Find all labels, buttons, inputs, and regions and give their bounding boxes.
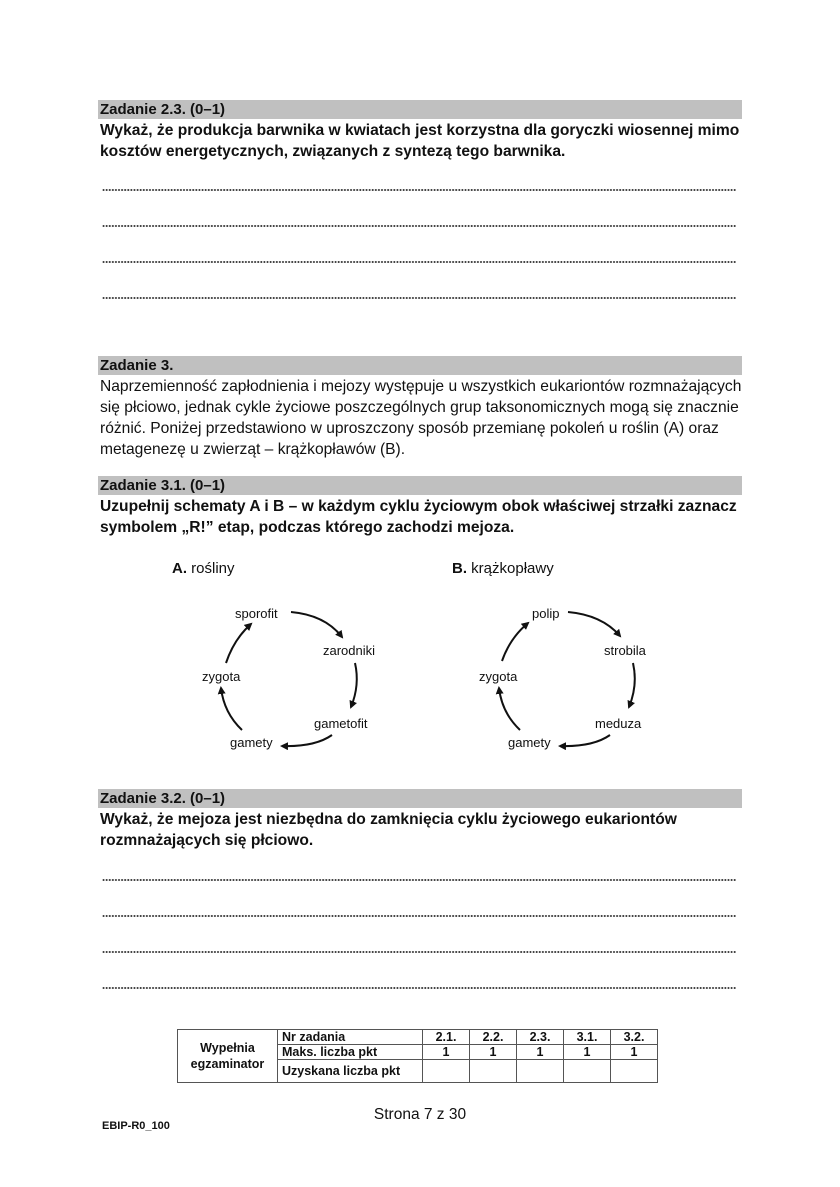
task-3-1-instruction: [100, 496, 750, 538]
task-number-cell: 2.1.: [423, 1030, 470, 1045]
instruction-line: Wykaż, że produkcja barwnika w kwiatach jest korzystna dla goryczki wiosennej mimo: [100, 122, 740, 139]
intro-line: metagenezę u zwierząt – krążkopławów (B).: [100, 441, 406, 458]
task-2-3-header: Zadanie 2.3. (0–1): [98, 100, 742, 119]
answer-line-2-3-4[interactable]: [102, 297, 736, 299]
row-label-obtained-points: Uzyskana liczba pkt: [278, 1060, 423, 1083]
node-zygota: zygota: [479, 669, 518, 684]
answer-line-3-2-2[interactable]: [102, 915, 736, 917]
answer-line-2-3-3[interactable]: [102, 261, 736, 263]
node-sporofit: sporofit: [235, 606, 278, 621]
node-gamety: gamety: [508, 735, 551, 750]
node-gametofit: gametofit: [314, 716, 368, 731]
max-points-cell: 1: [517, 1045, 564, 1060]
node-polip: polip: [532, 606, 560, 621]
obtained-points-cell[interactable]: [423, 1060, 470, 1083]
row-label-task-number: Nr zadania: [278, 1030, 423, 1045]
row-label-max-points: Maks. liczba pkt: [278, 1045, 423, 1060]
examiner-score-table: [177, 1029, 658, 1083]
task-number-cell: 3.1.: [564, 1030, 611, 1045]
task-3-1-header: Zadanie 3.1. (0–1): [98, 476, 742, 495]
obtained-points-cell[interactable]: [611, 1060, 658, 1083]
diagram-b-title: B. krążkopławy: [452, 560, 554, 577]
node-strobila: strobila: [604, 643, 646, 658]
diagram-a-plants: [160, 555, 400, 755]
node-zarodniki: zarodniki: [323, 643, 376, 658]
task-number-cell: 3.2.: [611, 1030, 658, 1045]
instruction-line: kosztów energetycznych, związanych z syntezą tego barwnika.: [100, 143, 566, 160]
answer-line-3-2-1[interactable]: [102, 879, 736, 881]
instruction-line: rozmnażających się płciowo.: [100, 832, 314, 849]
obtained-points-cell[interactable]: [470, 1060, 517, 1083]
instruction-line: Uzupełnij schematy A i B – w każdym cyklu życiowym obok właściwej strzałki zaznacz: [100, 498, 737, 515]
max-points-cell: 1: [470, 1045, 517, 1060]
max-points-cell: 1: [611, 1045, 658, 1060]
instruction-line: Wykaż, że mejoza jest niezbędna do zamknięcia cyklu życiowego eukariontów: [100, 811, 677, 828]
exam-code: EBIP-R0_100: [102, 1120, 170, 1132]
intro-line: się płciowo, jednak cykle życiowe poszczególnych grup taksonomicznych mogą się znacznie: [100, 399, 739, 416]
task-3-header: Zadanie 3.: [98, 356, 742, 375]
examiner-label: Wypełnia egzaminator: [178, 1030, 278, 1083]
answer-line-2-3-2[interactable]: [102, 225, 736, 227]
intro-line: różnić. Poniżej przedstawiono w uproszczony sposób przemianę pokoleń u roślin (A) oraz: [100, 420, 719, 437]
answer-line-3-2-3[interactable]: [102, 951, 736, 953]
diagram-b-jellyfish: [440, 555, 680, 755]
intro-line: Naprzemienność zapłodnienia i mejozy występuje u wszystkich eukariontów rozmnażających: [100, 378, 742, 395]
node-meduza: meduza: [595, 716, 642, 731]
answer-line-3-2-4[interactable]: [102, 987, 736, 989]
obtained-points-cell[interactable]: [564, 1060, 611, 1083]
task-3-2-instruction: [100, 809, 750, 851]
answer-line-2-3-1[interactable]: [102, 189, 736, 191]
instruction-line: symbolem „R!” etap, podczas którego zachodzi mejoza.: [100, 519, 515, 536]
node-zygota: zygota: [202, 669, 241, 684]
obtained-points-cell[interactable]: [517, 1060, 564, 1083]
page-number: Strona 7 z 30: [373, 1106, 467, 1123]
max-points-cell: 1: [564, 1045, 611, 1060]
max-points-cell: 1: [423, 1045, 470, 1060]
node-gamety: gamety: [230, 735, 273, 750]
diagram-a-title: A. rośliny: [172, 560, 235, 577]
task-number-cell: 2.2.: [470, 1030, 517, 1045]
task-number-cell: 2.3.: [517, 1030, 564, 1045]
task-3-intro: [100, 376, 750, 460]
task-2-3-instruction: [100, 120, 750, 162]
task-3-2-header: Zadanie 3.2. (0–1): [98, 789, 742, 808]
